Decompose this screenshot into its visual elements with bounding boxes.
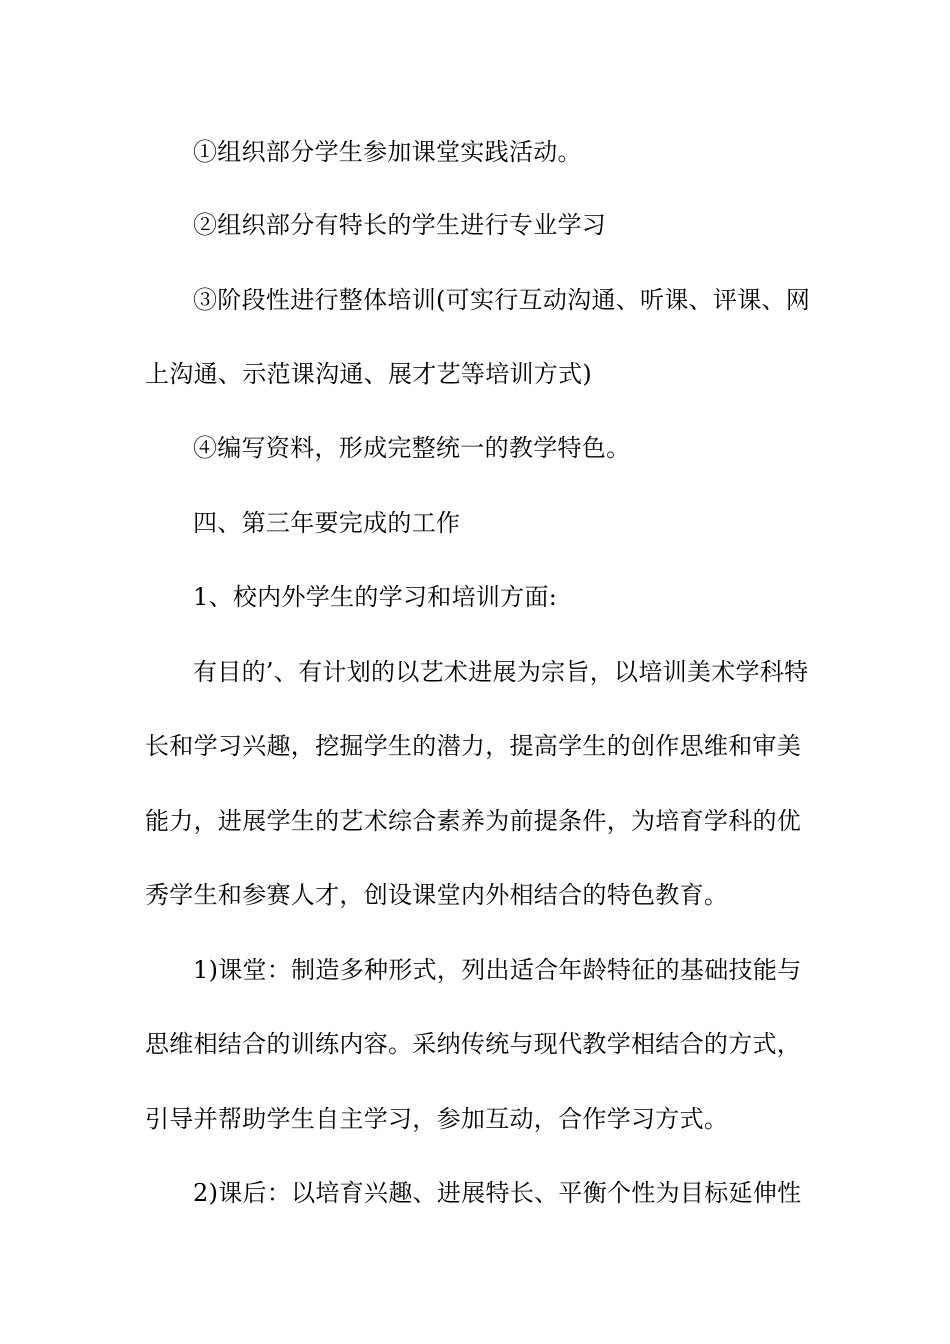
paragraph-line: 上沟通、示范课沟通、展才艺等培训方式) — [145, 360, 593, 388]
section-heading: 四、第三年要完成的工作 — [193, 509, 461, 537]
paragraph-line: 长和学习兴趣，挖掘学生的潜力，提高学生的创作思维和审美 — [145, 732, 802, 760]
subsection-heading: 1、校内外学生的学习和培训方面: — [193, 583, 558, 611]
paragraph-line: ①组织部分学生参加课堂实践活动。 — [193, 138, 582, 166]
paragraph-line: 引导并帮助学生自主学习，参加互动，合作学习方式。 — [145, 1105, 729, 1133]
paragraph-line: ③阶段性进行整体培训(可实行互动沟通、听课、评课、网 — [193, 286, 811, 314]
paragraph-line: 1)课堂：制造多种形式，列出适合年龄特征的基础技能与 — [193, 956, 802, 984]
paragraph-line: 有目的’、有计划的以艺术进展为宗旨，以培训美术学科特 — [193, 658, 809, 686]
paragraph-line: ④编写资料，形成完整统一的教学特色。 — [193, 434, 631, 462]
paragraph-line: 思维相结合的训练内容。采纳传统与现代教学相结合的方式， — [145, 1030, 802, 1058]
paragraph-line: 秀学生和参赛人才，创设课堂内外相结合的特色教育。 — [145, 881, 729, 909]
paragraph-line: ②组织部分有特长的学生进行专业学习 — [193, 211, 607, 239]
paragraph-line: 能力，进展学生的艺术综合素养为前提条件，为培育学科的优 — [145, 807, 802, 835]
paragraph-line: 2)课后：以培育兴趣、进展特长、平衡个性为目标延伸性 — [193, 1179, 802, 1207]
